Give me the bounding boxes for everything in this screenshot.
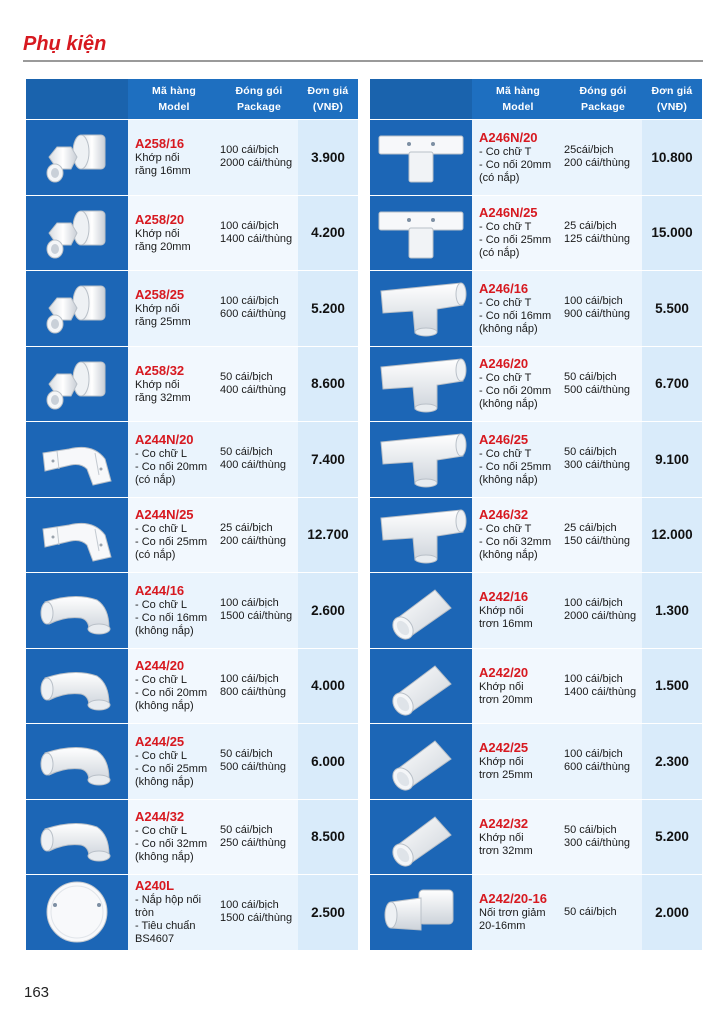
model-cell: [472, 347, 564, 422]
package-cell: [564, 271, 642, 346]
product-code: A246/32: [479, 507, 529, 523]
package-bag: 50 cái/bịch: [564, 370, 617, 383]
title-divider: [23, 60, 703, 62]
product-code: A246/20: [479, 356, 529, 372]
product-image: [26, 724, 128, 799]
tee-with-lid-icon: [375, 126, 467, 188]
model-cell: [472, 724, 564, 799]
package-box: 250 cái/thùng: [220, 836, 287, 849]
model-cell: [472, 875, 564, 950]
table-row: [370, 119, 702, 195]
threaded-coupling-icon: [35, 278, 119, 338]
price-cell: 10.800: [642, 120, 702, 195]
price-cell: 6.700: [642, 347, 702, 422]
package-bag: 50 cái/bịch: [564, 446, 617, 459]
model-cell: [472, 573, 564, 648]
package-box: 500 cái/thùng: [220, 761, 287, 774]
product-description: - Co chữ T - Co nối 20mm (không nắp): [479, 372, 552, 411]
product-image: [26, 196, 128, 271]
product-code: A244/20: [135, 658, 185, 674]
elbow-icon: [35, 807, 119, 867]
model-cell: [128, 196, 220, 271]
table-header: [370, 79, 702, 119]
price-cell: 2.000: [642, 875, 702, 950]
package-box: 2000 cái/thùng: [564, 610, 637, 623]
package-bag: 100 cái/bịch: [220, 672, 279, 685]
product-image: [26, 875, 128, 950]
product-description: Khớp nối răng 16mm: [135, 152, 191, 178]
price-cell: 5.500: [642, 271, 702, 346]
product-code: A242/25: [479, 740, 529, 756]
price-cell: 12.000: [642, 498, 702, 573]
table-row: [26, 270, 358, 346]
model-cell: [472, 196, 564, 271]
package-bag: 50 cái/bịch: [220, 370, 273, 383]
package-box: 1500 cái/thùng: [220, 610, 293, 623]
package-bag: 100 cái/bịch: [564, 295, 623, 308]
price-cell: 2.600: [298, 573, 358, 648]
header-model: Mã hàng Model: [496, 85, 540, 113]
product-code: A244N/25: [135, 507, 194, 523]
package-cell: [220, 649, 298, 724]
model-cell: [128, 875, 220, 950]
threaded-coupling-icon: [35, 203, 119, 263]
product-description: - Co chữ L - Co nối 25mm (có nắp): [135, 523, 208, 562]
model-cell: [128, 347, 220, 422]
product-description: Nối trơn giảm 20-16mm: [479, 907, 546, 933]
straight-coupling-icon: [379, 807, 463, 867]
package-bag: 50 cái/bịch: [220, 446, 273, 459]
price-cell: 5.200: [298, 271, 358, 346]
price-cell: 4.200: [298, 196, 358, 271]
package-cell: [564, 875, 642, 950]
header-price: Đơn giá (VNĐ): [651, 85, 693, 113]
price-cell: 5.200: [642, 800, 702, 875]
table-row: [26, 195, 358, 271]
reducer-coupling-icon: [379, 880, 463, 944]
product-image: [370, 196, 472, 271]
product-code: A246/16: [479, 280, 529, 296]
package-bag: 100 cái/bịch: [220, 597, 279, 610]
product-description: - Co chữ T - Co nối 25mm (không nắp): [479, 447, 552, 486]
package-cell: [220, 271, 298, 346]
straight-coupling-icon: [379, 731, 463, 791]
model-cell: [128, 120, 220, 195]
table-row: [26, 572, 358, 648]
product-code: A244/32: [135, 809, 185, 825]
package-cell: [220, 120, 298, 195]
product-image: [370, 800, 472, 875]
table-row: [370, 195, 702, 271]
elbow-icon: [35, 656, 119, 716]
product-image: [370, 498, 472, 573]
product-description: - Co chữ T - Co nối 16mm (không nắp): [479, 296, 552, 335]
tee-with-lid-icon: [375, 202, 467, 264]
tee-icon: [375, 277, 467, 339]
rows-right: [370, 119, 702, 950]
header-package: Đóng gói Package: [235, 85, 283, 113]
product-code: A242/20: [479, 664, 529, 680]
product-code: A246N/25: [479, 205, 538, 221]
round-box-cover-icon: [35, 879, 119, 945]
model-cell: [472, 271, 564, 346]
product-image: [26, 573, 128, 648]
package-box: 200 cái/thùng: [564, 157, 631, 170]
product-code: A244/25: [135, 733, 185, 749]
tee-icon: [375, 353, 467, 415]
product-image: [26, 347, 128, 422]
package-cell: [564, 724, 642, 799]
product-description: - Co chữ L - Co nối 20mm (có nắp): [135, 447, 208, 486]
product-description: Khớp nối trơn 20mm: [479, 680, 533, 706]
package-box: 300 cái/thùng: [564, 459, 631, 472]
model-cell: [128, 573, 220, 648]
product-code: A246N/20: [479, 129, 538, 145]
product-image: [370, 573, 472, 648]
product-description: Khớp nối răng 20mm: [135, 227, 191, 253]
package-bag: 100 cái/bịch: [564, 748, 623, 761]
model-cell: [128, 422, 220, 497]
model-cell: [128, 271, 220, 346]
package-cell: [220, 573, 298, 648]
product-image: [26, 649, 128, 724]
package-cell: [564, 573, 642, 648]
threaded-coupling-icon: [35, 354, 119, 414]
table-row: [370, 648, 702, 724]
package-box: 1400 cái/thùng: [220, 232, 293, 245]
model-cell: [128, 498, 220, 573]
page-number: 163: [24, 984, 50, 1001]
package-bag: 25 cái/bịch: [220, 521, 273, 534]
model-cell: [472, 800, 564, 875]
price-cell: 9.100: [642, 422, 702, 497]
table-row: [370, 874, 702, 950]
product-image: [26, 120, 128, 195]
elbow-with-lid-icon: [35, 429, 119, 489]
price-cell: 8.500: [298, 800, 358, 875]
price-cell: 2.300: [642, 724, 702, 799]
tee-icon: [375, 504, 467, 566]
product-code: A244N/20: [135, 431, 194, 447]
table-header: [26, 79, 358, 119]
table-row: [26, 874, 358, 950]
price-cell: 8.600: [298, 347, 358, 422]
package-cell: [220, 347, 298, 422]
price-cell: 1.500: [642, 649, 702, 724]
product-image: [370, 875, 472, 950]
product-code: A244/16: [135, 582, 185, 598]
package-box: 600 cái/thùng: [564, 761, 631, 774]
product-code: A258/16: [135, 136, 185, 152]
elbow-icon: [35, 580, 119, 640]
price-cell: 15.000: [642, 196, 702, 271]
price-cell: 12.700: [298, 498, 358, 573]
package-cell: [220, 800, 298, 875]
elbow-icon: [35, 731, 119, 791]
header-package: Đóng gói Package: [579, 85, 627, 113]
table-row: [26, 648, 358, 724]
product-code: A258/20: [135, 211, 185, 227]
package-box: 150 cái/thùng: [564, 534, 631, 547]
product-description: Khớp nối trơn 32mm: [479, 831, 533, 857]
package-box: 400 cái/thùng: [220, 383, 287, 396]
package-bag: 50 cái/bịch: [564, 905, 617, 918]
product-code: A246/25: [479, 431, 529, 447]
package-box: 600 cái/thùng: [220, 308, 287, 321]
package-bag: 100 cái/bịch: [220, 899, 279, 912]
package-bag: 25 cái/bịch: [564, 521, 617, 534]
package-box: 300 cái/thùng: [564, 836, 631, 849]
model-cell: [472, 498, 564, 573]
package-bag: 100 cái/bịch: [564, 672, 623, 685]
product-description: - Co chữ T - Co nối 25mm (có nắp): [479, 221, 552, 260]
package-cell: [564, 800, 642, 875]
product-code: A258/25: [135, 287, 185, 303]
model-cell: [472, 422, 564, 497]
product-description: - Co chữ L - Co nối 32mm (không nắp): [135, 825, 208, 864]
model-cell: [472, 649, 564, 724]
package-cell: [564, 649, 642, 724]
tee-icon: [375, 428, 467, 490]
rows-left: [26, 119, 358, 950]
product-table-left: [26, 79, 358, 950]
price-cell: 6.000: [298, 724, 358, 799]
product-code: A242/16: [479, 589, 529, 605]
price-cell: 4.000: [298, 649, 358, 724]
product-description: - Co chữ T - Co nối 32mm (không nắp): [479, 523, 552, 562]
table-row: [26, 799, 358, 875]
product-code: A242/20-16: [479, 891, 547, 907]
package-box: 200 cái/thùng: [220, 534, 287, 547]
package-bag: 25 cái/bịch: [564, 219, 617, 232]
package-bag: 25cái/bịch: [564, 144, 614, 157]
price-cell: 2.500: [298, 875, 358, 950]
product-image: [370, 271, 472, 346]
product-image: [370, 120, 472, 195]
threaded-coupling-icon: [35, 127, 119, 187]
product-image: [26, 498, 128, 573]
table-row: [26, 119, 358, 195]
package-cell: [564, 120, 642, 195]
product-code: A240L: [135, 878, 175, 894]
product-description: - Co chữ T - Co nối 20mm (có nắp): [479, 145, 552, 184]
price-cell: 3.900: [298, 120, 358, 195]
package-bag: 100 cái/bịch: [220, 295, 279, 308]
product-table-right: [370, 79, 702, 950]
model-cell: [128, 800, 220, 875]
table-row: [370, 497, 702, 573]
product-image: [26, 271, 128, 346]
table-row: [26, 723, 358, 799]
package-bag: 100 cái/bịch: [564, 597, 623, 610]
straight-coupling-icon: [379, 656, 463, 716]
package-bag: 50 cái/bịch: [220, 748, 273, 761]
package-box: 500 cái/thùng: [564, 383, 631, 396]
table-row: [370, 572, 702, 648]
product-description: - Co chữ L - Co nối 25mm (không nắp): [135, 749, 208, 788]
table-row: [370, 723, 702, 799]
model-cell: [128, 724, 220, 799]
header-price: Đơn giá (VNĐ): [307, 85, 349, 113]
table-row: [26, 497, 358, 573]
product-image: [370, 422, 472, 497]
product-image: [26, 800, 128, 875]
package-cell: [564, 196, 642, 271]
straight-coupling-icon: [379, 580, 463, 640]
table-row: [26, 346, 358, 422]
table-row: [370, 421, 702, 497]
package-cell: [220, 498, 298, 573]
price-cell: 1.300: [642, 573, 702, 648]
package-bag: 50 cái/bịch: [564, 823, 617, 836]
package-box: 1400 cái/thùng: [564, 685, 637, 698]
product-description: - Nắp hộp nối tròn - Tiêu chuẩn BS4607: [135, 894, 202, 946]
package-box: 2000 cái/thùng: [220, 157, 293, 170]
product-description: - Co chữ L - Co nối 16mm (không nắp): [135, 598, 208, 637]
package-bag: 100 cái/bịch: [220, 219, 279, 232]
product-image: [26, 422, 128, 497]
table-row: [26, 421, 358, 497]
product-description: Khớp nối răng 32mm: [135, 378, 191, 404]
package-cell: [220, 875, 298, 950]
package-cell: [220, 724, 298, 799]
product-description: Khớp nối răng 25mm: [135, 303, 191, 329]
product-description: Khớp nối trơn 25mm: [479, 756, 533, 782]
product-image: [370, 347, 472, 422]
product-image: [370, 724, 472, 799]
table-row: [370, 799, 702, 875]
product-code: A258/32: [135, 362, 185, 378]
price-cell: 7.400: [298, 422, 358, 497]
table-row: [370, 346, 702, 422]
package-box: 800 cái/thùng: [220, 685, 287, 698]
product-image: [370, 649, 472, 724]
package-cell: [564, 498, 642, 573]
package-box: 900 cái/thùng: [564, 308, 631, 321]
product-code: A242/32: [479, 815, 529, 831]
package-box: 125 cái/thùng: [564, 232, 631, 245]
elbow-with-lid-icon: [35, 505, 119, 565]
page-title: Phụ kiện: [23, 33, 107, 55]
package-bag: 50 cái/bịch: [220, 823, 273, 836]
model-cell: [128, 649, 220, 724]
package-cell: [564, 347, 642, 422]
header-model: Mã hàng Model: [152, 85, 196, 113]
package-cell: [220, 422, 298, 497]
package-cell: [220, 196, 298, 271]
package-box: 1500 cái/thùng: [220, 912, 293, 925]
package-box: 400 cái/thùng: [220, 459, 287, 472]
package-bag: 100 cái/bịch: [220, 144, 279, 157]
product-description: - Co chữ L - Co nối 20mm (không nắp): [135, 674, 208, 713]
model-cell: [472, 120, 564, 195]
table-row: [370, 270, 702, 346]
package-cell: [564, 422, 642, 497]
product-description: Khớp nối trơn 16mm: [479, 605, 533, 631]
